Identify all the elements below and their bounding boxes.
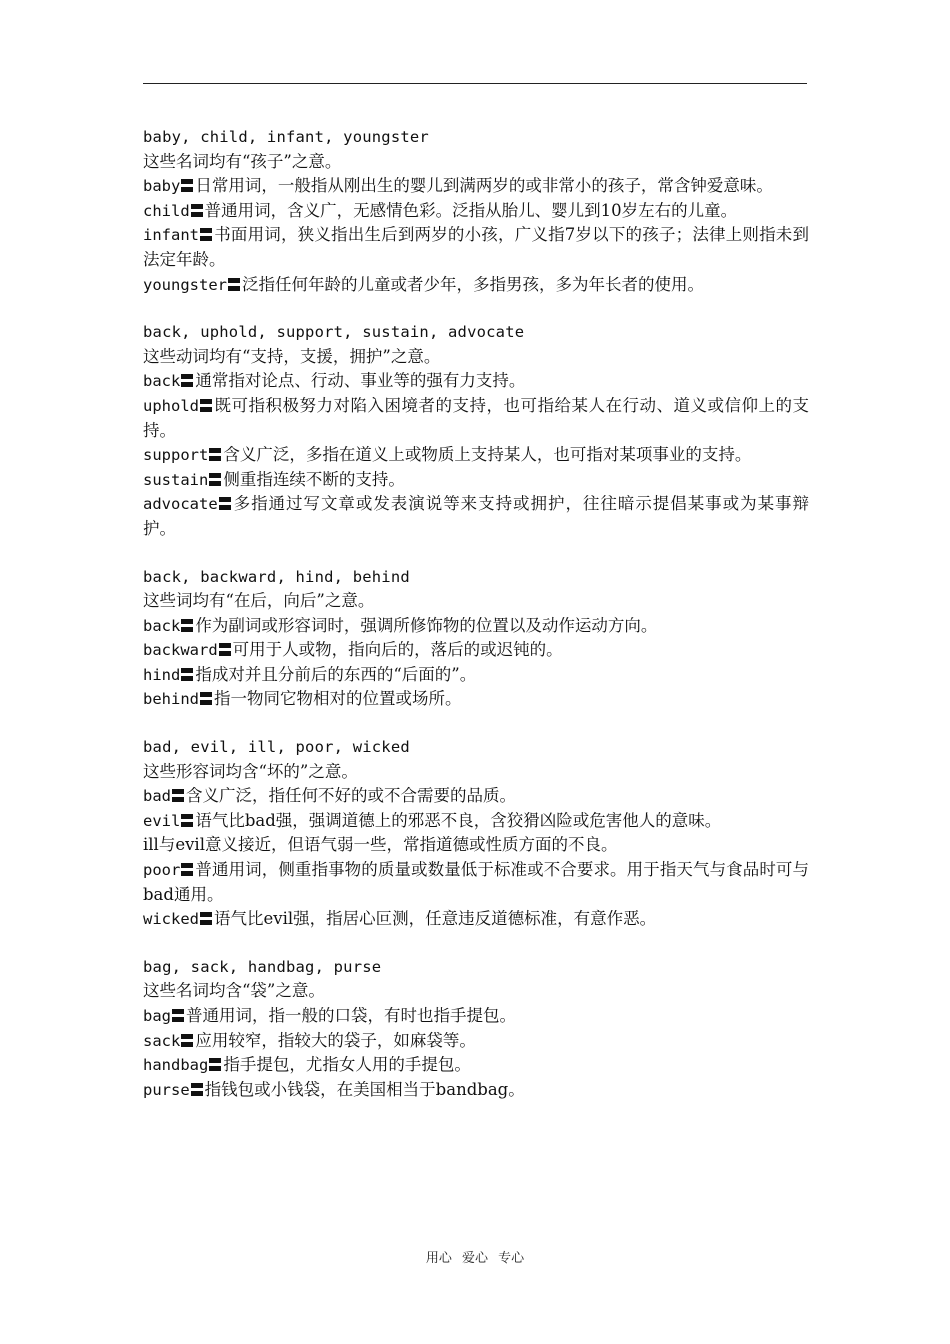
separator-mark-icon (200, 399, 212, 412)
separator-mark-icon (181, 814, 193, 827)
separator-mark-icon (172, 1009, 184, 1022)
definition-entry (143, 638, 809, 663)
header-rule (143, 83, 807, 84)
definition-entry (143, 907, 809, 932)
definition-entry (143, 468, 809, 493)
entry-word: back (143, 616, 181, 635)
word-group (143, 125, 809, 297)
definition-entry (143, 1053, 809, 1078)
separator-mark-icon (191, 204, 203, 217)
group-heading: bag, sack, handbag, purse (143, 957, 382, 976)
separator-mark-icon (181, 668, 193, 681)
word-group (143, 320, 809, 541)
entry-word: purse (143, 1080, 190, 1099)
entry-definition: 普通用词，指一般的口袋，有时也指手提包。 (186, 1006, 516, 1025)
definition-entry (143, 1029, 809, 1054)
definition-entry (143, 174, 809, 199)
entry-definition: 普通用词，含义广，无感情色彩。泛指从胎儿、婴儿到10岁左右的儿童。 (204, 200, 738, 220)
entry-word: sustain (143, 470, 209, 489)
separator-mark-icon (200, 692, 212, 705)
separator-mark-icon (191, 1083, 203, 1096)
entry-definition: 书面用词，狭义指出生后到两岁的小孩，广义指7岁以下的孩子；法律上则指未到法定年龄。 (143, 225, 809, 269)
definition-entry (143, 394, 809, 443)
definition-entry (143, 199, 809, 224)
definition-entry (143, 1004, 809, 1029)
entry-word: backward (143, 641, 218, 660)
entry-word: poor (143, 861, 181, 880)
entry-definition: 通常指对论点、行动、事业等的强有力支持。 (195, 371, 526, 391)
entry-word: back (143, 372, 181, 391)
definition-entry (143, 1078, 809, 1103)
group-heading: back, backward, hind, behind (143, 567, 410, 586)
separator-mark-icon (200, 228, 212, 241)
word-group (143, 955, 809, 1103)
entry-word: support (143, 446, 209, 465)
entry-definition: 多指通过写文章或发表演说等来支持或拥护，往往暗示提倡某事或为某事辩护。 (143, 494, 809, 538)
separator-mark-icon (181, 179, 193, 192)
separator-mark-icon (181, 619, 193, 632)
entry-definition: 含义广泛，指任何不好的或不合需要的品质。 (186, 786, 516, 806)
entry-definition: 日常用词，一般指从刚出生的婴儿到满两岁的或非常小的孩子，常含钟爱意味。 (195, 176, 773, 196)
group-heading: baby, child, infant, youngster (143, 128, 429, 146)
entry-definition: 语气比bad强，强调道德上的邪恶不良，含狡猾凶险或危害他人的意味。 (195, 810, 722, 830)
entry-word: evil (143, 811, 181, 830)
group-intro: 这些词均有“在后，向后”之意。 (143, 591, 375, 611)
entry-definition: 可用于人或物，指向后的，落后的或迟钝的。 (232, 640, 563, 660)
definition-entry (143, 273, 809, 298)
word-group (143, 735, 809, 932)
group-intro: 这些名词均有“孩子”之意。 (143, 151, 342, 171)
entry-definition: 普通用词，侧重指事物的质量或数量低于标准或不合要求。用于指天气与食品时可与bad通用。 (143, 860, 809, 904)
definition-entry (143, 809, 809, 834)
word-group (143, 565, 809, 713)
separator-mark-icon (228, 278, 240, 291)
entry-definition: ill与evil意义接近，但语气弱一些，常指道德或性质方面的不良。 (143, 835, 618, 855)
entry-definition: 指一物同它物相对的位置或场所。 (214, 689, 462, 709)
entry-definition: 泛指任何年龄的儿童或者少年，多指男孩，多为年长者的使用。 (242, 274, 704, 294)
definition-entry (143, 492, 809, 541)
entry-definition: 应用较窄，指较大的袋子，如麻袋等。 (195, 1030, 476, 1050)
entry-definition: 指成对并且分前后的东西的“后面的”。 (195, 664, 477, 684)
entry-definition: 含义广泛，多指在道义上或物质上支持某人，也可指对某项事业的支持。 (223, 445, 752, 465)
separator-mark-icon (181, 863, 193, 876)
entry-word: uphold (143, 396, 199, 415)
separator-mark-icon (172, 789, 184, 802)
entry-definition: 作为副词或形容词时，强调所修饰物的位置以及动作运动方向。 (195, 615, 658, 635)
entry-word: sack (143, 1031, 181, 1050)
entry-definition: 侧重指连续不断的支持。 (223, 469, 405, 489)
entry-word: bag (143, 1007, 171, 1025)
entry-word: youngster (143, 275, 227, 294)
definition-entry (143, 858, 809, 907)
separator-mark-icon (219, 643, 231, 656)
entry-word: child (143, 201, 190, 220)
group-heading: bad, evil, ill, poor, wicked (143, 738, 410, 757)
separator-mark-icon (181, 374, 193, 387)
group-heading: back, uphold, support, sustain, advocate (143, 323, 525, 342)
group-intro: 这些名词均含“袋”之意。 (143, 981, 325, 1001)
entry-word: hind (143, 665, 181, 684)
entry-definition: 既可指积极努力对陷入困境者的支持，也可指给某人在行动、道义或信仰上的支持。 (143, 395, 809, 440)
entry-definition: 指手提包，尤指女人用的手提包。 (223, 1055, 471, 1075)
entry-word: baby (143, 177, 181, 196)
definition-entry (143, 614, 809, 639)
definition-entry (143, 369, 809, 394)
definition-entry (143, 443, 809, 468)
entry-word: infant (143, 226, 199, 245)
group-intro: 这些动词均有“支持，支援，拥护”之意。 (143, 346, 441, 366)
separator-mark-icon (219, 497, 231, 510)
page-footer: 用心 爱心 专心 (425, 1251, 525, 1266)
separator-mark-icon (181, 1034, 193, 1047)
definition-entry (143, 223, 809, 272)
separator-mark-icon (209, 1058, 221, 1071)
entry-word: behind (143, 690, 199, 709)
separator-mark-icon (200, 912, 212, 925)
definition-entry (143, 833, 809, 858)
document-body (143, 125, 809, 1125)
group-intro: 这些形容词均含“坏的”之意。 (143, 761, 358, 781)
definition-entry (143, 784, 809, 809)
entry-definition: 语气比evil强，指居心叵测，任意违反道德标准，有意作恶。 (214, 909, 657, 929)
entry-definition: 指钱包或小钱袋，在美国相当于bandbag。 (204, 1079, 525, 1099)
entry-word: bad (143, 787, 171, 806)
entry-word: advocate (143, 495, 218, 514)
separator-mark-icon (209, 473, 221, 486)
entry-word: handbag (143, 1056, 209, 1075)
definition-entry (143, 687, 809, 712)
separator-mark-icon (209, 448, 221, 461)
definition-entry (143, 663, 809, 688)
entry-word: wicked (143, 910, 199, 929)
